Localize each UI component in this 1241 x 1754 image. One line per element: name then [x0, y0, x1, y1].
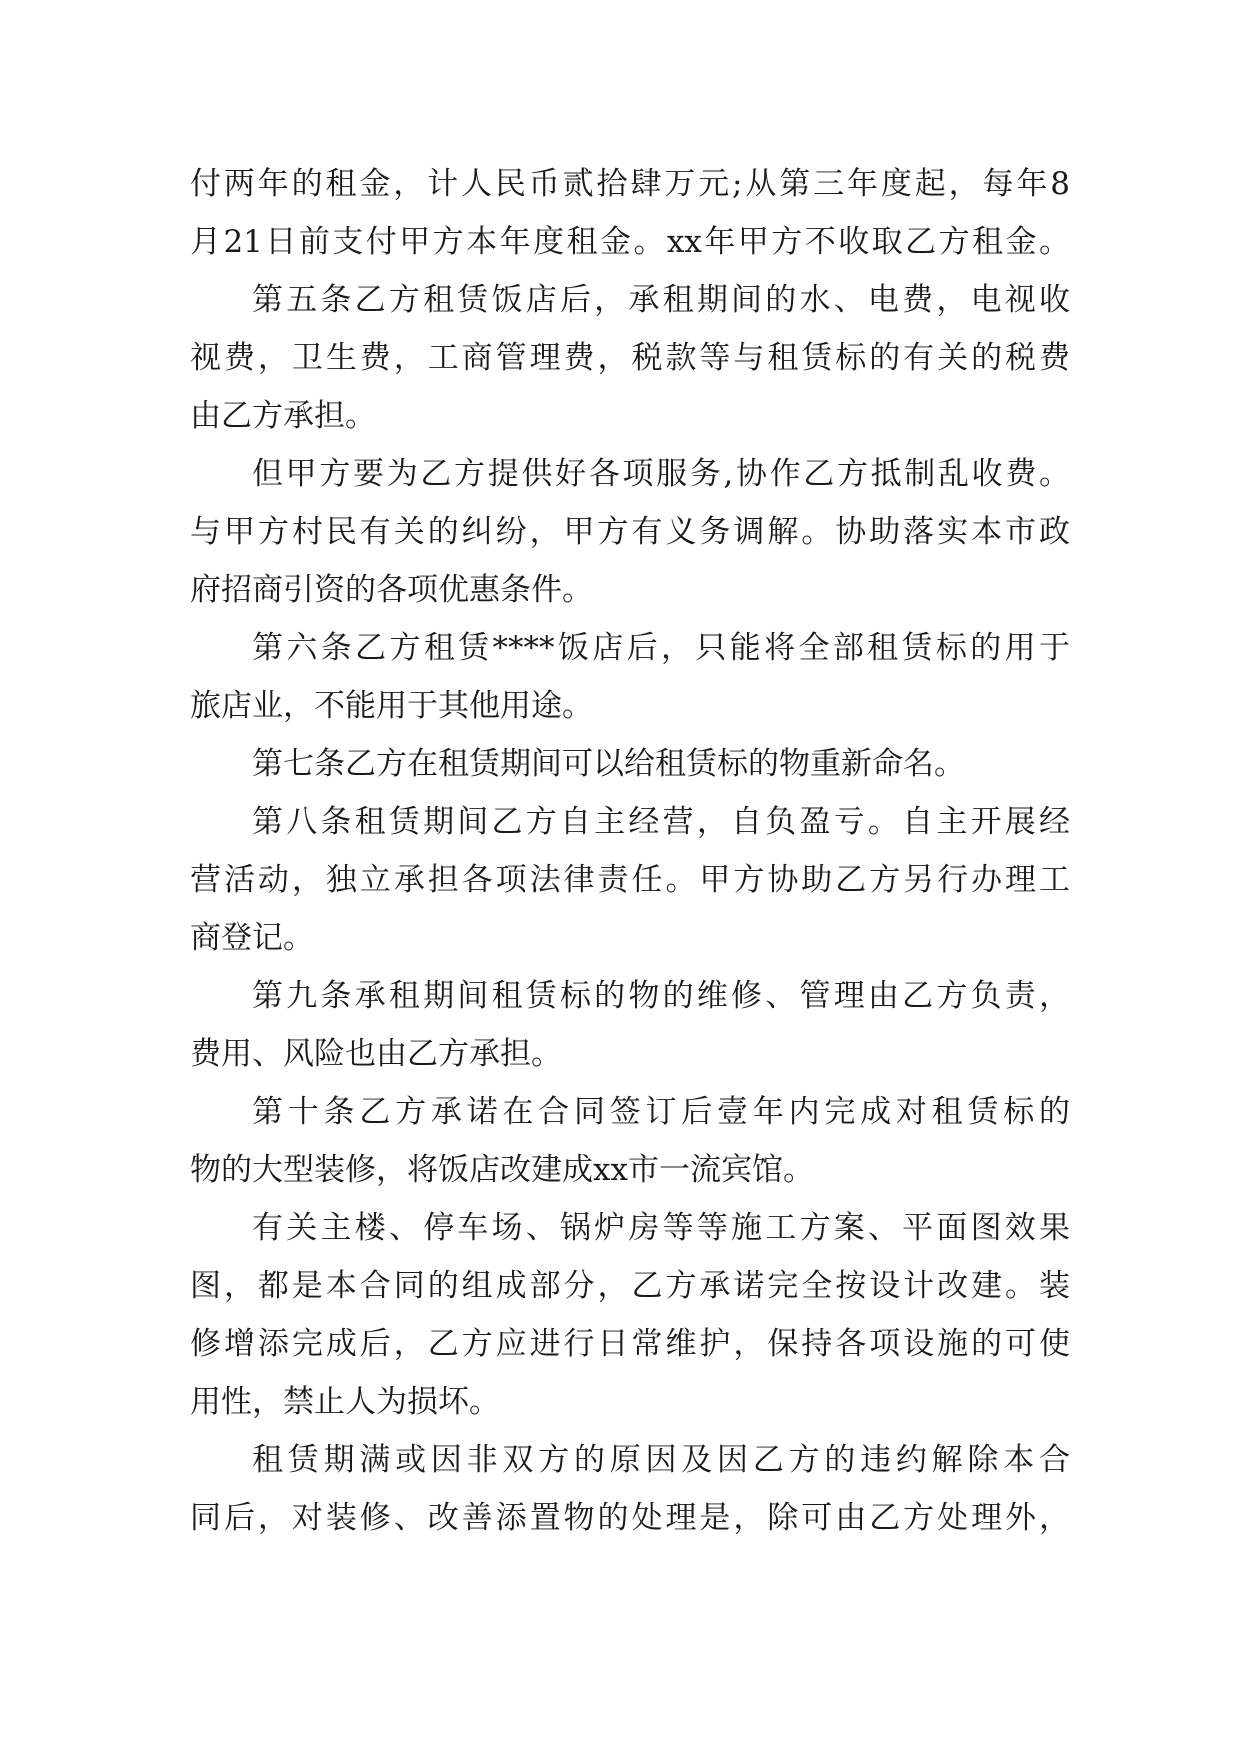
text-line: 第七条乙方在租赁期间可以给租赁标的物重新命名。 — [252, 746, 965, 782]
text-line: 旅店业，不能用于其他用途。 — [190, 688, 593, 724]
text-line: 营活动，独立承担各项法律责任。甲方协助乙方另行办理工 — [190, 862, 1070, 898]
text-line: 视费，卫生费，工商管理费，税款等与租赁标的有关的税费 — [190, 340, 1070, 376]
contract-body-text — [190, 155, 1070, 1547]
text-line: 府招商引资的各项优惠条件。 — [190, 572, 593, 608]
text-line: 费用、风险也由乙方承担。 — [190, 1036, 562, 1072]
text-line: 第八条租赁期间乙方自主经营，自负盈亏。自主开展经 — [252, 804, 1070, 840]
text-line: 由乙方承担。 — [190, 398, 376, 434]
text-line: 第十条乙方承诺在合同签订后壹年内完成对租赁标的 — [252, 1094, 1070, 1130]
text-line: 用性，禁止人为损坏。 — [190, 1384, 500, 1420]
text-line: 与甲方村民有关的纠纷，甲方有义务调解。协助落实本市政 — [190, 514, 1070, 550]
text-line: 付两年的租金，计人民币贰拾肆万元;从第三年度起，每年8 — [190, 166, 1070, 202]
text-line: 图，都是本合同的组成部分，乙方承诺完全按设计改建。装 — [190, 1268, 1070, 1304]
text-line: 修增添完成后，乙方应进行日常维护，保持各项设施的可使 — [190, 1326, 1070, 1362]
text-line: 有关主楼、停车场、锅炉房等等施工方案、平面图效果 — [252, 1210, 1070, 1246]
text-line: 商登记。 — [190, 920, 314, 956]
text-line: 第五条乙方租赁饭店后，承租期间的水、电费，电视收 — [252, 282, 1070, 318]
text-line: 同后，对装修、改善添置物的处理是，除可由乙方处理外， — [190, 1500, 1070, 1536]
text-line: 物的大型装修，将饭店改建成xx市一流宾馆。 — [190, 1152, 814, 1188]
text-line: 但甲方要为乙方提供好各项服务,协作乙方抵制乱收费。 — [252, 456, 1070, 492]
text-line: 月21日前支付甲方本年度租金。xx年甲方不收取乙方租金。 — [190, 224, 1070, 260]
text-line: 租赁期满或因非双方的原因及因乙方的违约解除本合 — [252, 1442, 1070, 1478]
text-line: 第六条乙方租赁****饭店后，只能将全部租赁标的用于 — [252, 630, 1070, 666]
text-line: 第九条承租期间租赁标的物的维修、管理由乙方负责， — [252, 978, 1070, 1014]
